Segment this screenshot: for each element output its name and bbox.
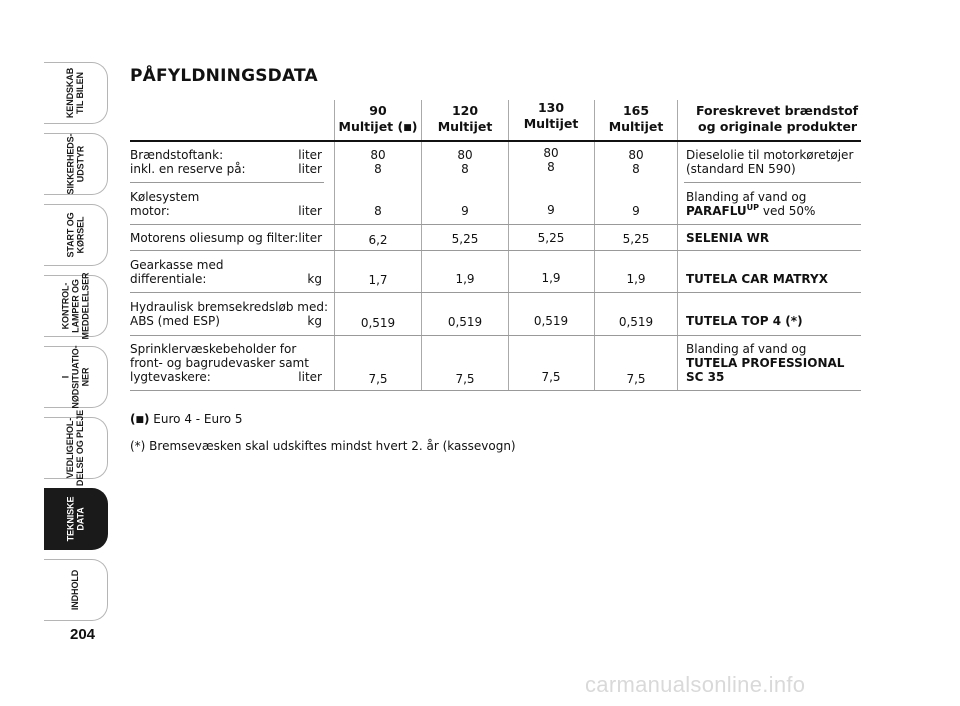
column-header-line2: Multijet [608, 119, 664, 134]
column-header-line2: og originale produkter [698, 119, 858, 134]
unit-text: kg [307, 314, 322, 328]
row-label-washer [130, 342, 322, 384]
value-cell: 7,5 [541, 370, 561, 384]
value-cell: 9 [547, 203, 555, 217]
tab-label: VEDLIGEHOL- DELSE OG PLEJE [65, 409, 86, 487]
value-cell: 7,5 [626, 372, 646, 386]
unit-text: liter [298, 231, 323, 245]
table-header-rule [130, 140, 861, 142]
tab-nodsituationer[interactable] [44, 346, 108, 408]
row-label-engine-oil [130, 231, 322, 245]
row-divider [130, 390, 861, 391]
column-header-120-multijet [425, 103, 505, 135]
value-cell: 8 [374, 204, 382, 218]
value-cell: 5,25 [537, 231, 565, 245]
spec-text: Blanding af vand og [686, 342, 807, 356]
row-divider [130, 335, 861, 336]
spec-line [686, 204, 864, 218]
value-cell: 0,519 [447, 315, 483, 329]
column-header-line2: Multijet [437, 119, 493, 134]
column-header-line1: 165 [622, 103, 650, 118]
label-text: inkl. en reserve på: [130, 162, 246, 176]
value-cell: 7,5 [455, 372, 475, 386]
tab-label: START OG KØRSEL [65, 212, 86, 258]
unit-text: kg [307, 272, 322, 286]
watermark: carmanualsonline.info [585, 672, 806, 697]
value-cell: 0,519 [360, 316, 396, 330]
value-cell [511, 146, 591, 174]
value-cell: 7,5 [368, 372, 388, 386]
value-cell: 1,9 [455, 272, 475, 286]
value-cell: 5,25 [622, 232, 650, 246]
value-text: 80 [543, 146, 559, 160]
tab-label: TEKNISKE DATA [65, 496, 86, 542]
value-cell: 9 [461, 204, 469, 218]
euro-marker-icon: ■ [403, 123, 412, 133]
column-header-line1: 120 [451, 103, 479, 118]
label-text: Brændstoftank: [130, 148, 224, 162]
spec-washer [686, 342, 864, 384]
spec-coolant [686, 190, 864, 218]
footnote-euro [130, 412, 243, 427]
tab-label: INDHOLD [70, 569, 81, 611]
row-label-cooling [130, 190, 322, 218]
column-separator [421, 100, 422, 390]
label-text: Hydraulisk bremsekredsløb med: [130, 300, 329, 314]
spec-product-sup: UP [746, 203, 760, 212]
row-label-gearbox [130, 258, 322, 286]
value-text: 80 [628, 148, 644, 162]
tab-tekniske-data[interactable] [44, 488, 108, 550]
label-text: Motorens oliesump og filter: [130, 231, 299, 245]
label-text: lygtevaskere: [130, 370, 211, 384]
row-divider [684, 182, 861, 183]
column-header-165-multijet [596, 103, 676, 135]
value-text: 8 [374, 162, 382, 176]
label-text: Sprinklervæskebeholder for [130, 342, 297, 356]
value-cell: 1,9 [626, 272, 646, 286]
value-text: 8 [632, 162, 640, 176]
column-header-line1: 130 [537, 100, 565, 115]
tab-label: I NØDSITUATIO- NER [60, 345, 91, 409]
euro-marker-icon: ■ [135, 415, 144, 425]
spec-text: ved 50% [759, 204, 816, 218]
spec-brake-fluid: TUTELA TOP 4 (*) [686, 314, 803, 328]
row-divider [130, 250, 861, 251]
spec-gearbox: TUTELA CAR MATRYX [686, 272, 828, 286]
label-text: motor: [130, 204, 170, 218]
row-label-brake [130, 300, 329, 328]
spec-product: SC 35 [686, 370, 725, 384]
value-cell: 0,519 [618, 315, 654, 329]
spec-product: TUTELA PROFESSIONAL [686, 356, 845, 370]
tab-indhold[interactable] [44, 559, 108, 621]
tab-kendskab-til-bilen[interactable] [44, 62, 108, 124]
value-cell: 1,9 [541, 271, 561, 285]
value-cell: 5,25 [451, 232, 479, 246]
value-cell [338, 148, 418, 176]
column-header-line1: Foreskrevet brændstof [696, 103, 859, 118]
tab-label: KONTROL- LAMPER OG MEDDELELSER [60, 272, 91, 340]
value-cell: 9 [632, 204, 640, 218]
column-header-specification [696, 103, 872, 135]
tab-kontrollamper[interactable] [44, 272, 108, 340]
unit-text: liter [298, 370, 322, 384]
value-cell [596, 148, 676, 176]
label-text: Gearkasse med [130, 258, 224, 272]
column-header-line2: Multijet [523, 116, 579, 131]
label-text: ABS (med ESP) [130, 314, 220, 328]
value-text: 8 [547, 160, 555, 174]
unit-text: liter [298, 162, 322, 176]
spec-text: Blanding af vand og [686, 190, 807, 204]
column-header-130-multijet [510, 100, 592, 132]
tab-sikkerhedsudstyr[interactable] [44, 133, 108, 195]
footnote-open: ( [130, 412, 136, 426]
spec-text: Dieselolie til motorkøretøjer [686, 148, 854, 162]
page-number: 204 [70, 626, 96, 643]
unit-text: liter [298, 148, 322, 162]
column-header-line2-end: ) [411, 119, 418, 134]
column-header-line2 [336, 119, 420, 136]
row-divider [130, 292, 861, 293]
value-cell: 1,7 [368, 273, 388, 287]
spec-text: (standard EN 590) [686, 162, 796, 176]
value-cell [425, 148, 505, 176]
value-text: 8 [461, 162, 469, 176]
unit-text: liter [298, 204, 322, 218]
page-title: PÅFYLDNINGSDATA [130, 66, 318, 86]
column-separator [508, 100, 509, 390]
column-header-line2-start: Multijet ( [338, 119, 404, 134]
tab-start-og-korsel[interactable] [44, 204, 108, 266]
tab-vedligeholdelse[interactable] [44, 409, 108, 487]
value-cell: 6,2 [368, 233, 388, 247]
label-text: Kølesystem [130, 190, 200, 204]
column-separator [677, 100, 678, 390]
column-header-90-multijet [336, 103, 420, 136]
column-separator [334, 100, 335, 390]
value-cell: 0,519 [533, 314, 569, 328]
column-separator [594, 100, 595, 390]
label-text: front- og bagrudevasker samt [130, 356, 309, 370]
tab-label: SIKKERHEDS- UDSTYR [65, 133, 86, 195]
row-divider [130, 182, 324, 183]
label-text: differentiale: [130, 272, 207, 286]
row-divider [130, 224, 861, 225]
value-text: 80 [457, 148, 473, 162]
footnote-close: ) [144, 412, 150, 426]
row-label-fuel-tank [130, 148, 322, 176]
footnote-brake: (*) Bremsevæsken skal udskiftes mindst hvert 2. år (kassevogn) [130, 439, 516, 453]
spec-product: PARAFLU [686, 204, 747, 218]
column-header-line1: 90 [369, 103, 387, 118]
value-text: 80 [370, 148, 386, 162]
footnote-text: Euro 4 - Euro 5 [149, 412, 243, 426]
tab-label: KENDSKAB TIL BILEN [65, 67, 86, 119]
spec-engine-oil: SELENIA WR [686, 231, 770, 245]
spec-fuel [686, 148, 864, 176]
